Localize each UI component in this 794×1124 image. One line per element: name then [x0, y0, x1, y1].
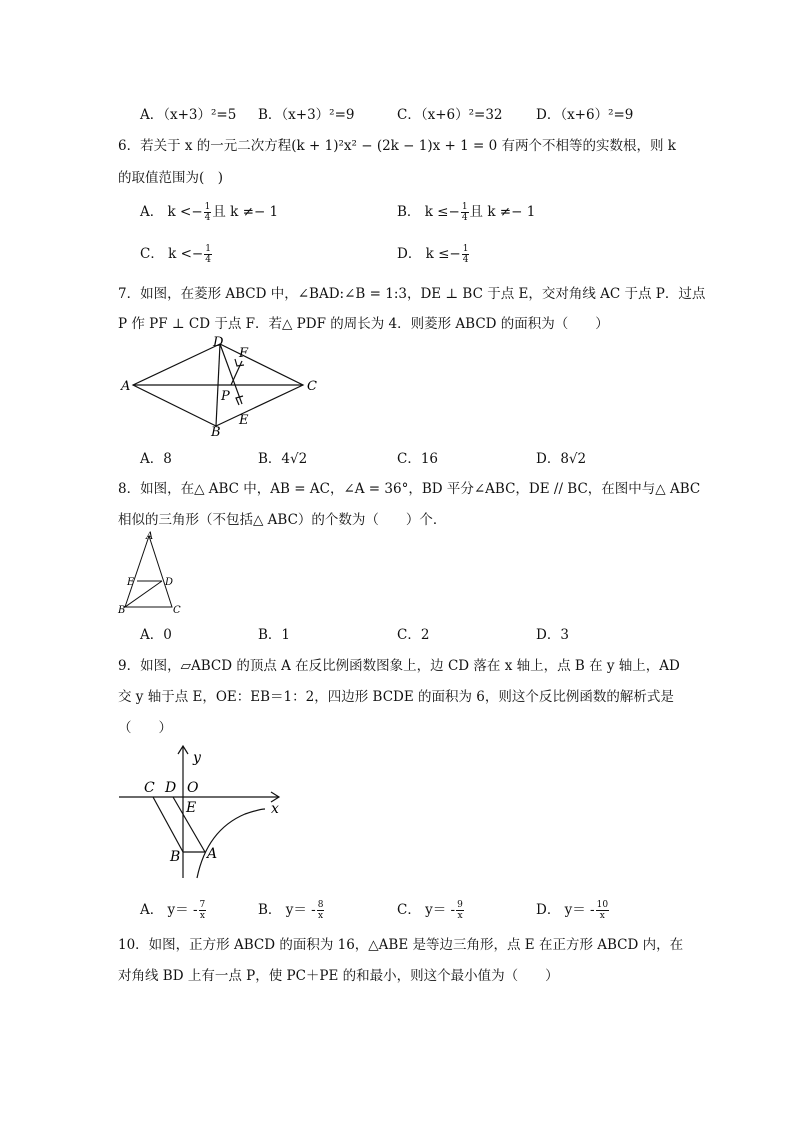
q9-stem-line1: 9．如图，▱ABCD 的顶点 A 在反比例函数图象上，边 CD 落在 x 轴上，点 B 在 y 轴上，AD	[118, 658, 680, 674]
q9-option-d-prefix: D． y＝ -	[536, 902, 595, 918]
q5-option-d: D．（x+6）²=9	[536, 107, 634, 123]
fraction: $\frac{1}{4}$	[205, 244, 211, 265]
label-c: C	[144, 780, 155, 796]
q10-stem-line2: 对角线 BD 上有一点 P，使 PC＋PE 的和最小，则这个最小值为（ ）	[118, 968, 559, 984]
q9-stem-line3: （ ）	[118, 720, 172, 736]
hyperbola-curve	[197, 809, 265, 878]
label-d: D	[165, 780, 177, 796]
q7-stem-line2: P 作 PF ⊥ CD 于点 F．若△ PDF 的周长为 4．则菱形 ABCD 的面积为（ ）	[118, 316, 609, 332]
label-e: E	[186, 800, 197, 816]
fraction: $\frac{10}{x}$	[596, 900, 609, 921]
label-a: A	[146, 531, 154, 542]
label-e: E	[239, 413, 249, 428]
label-x: x	[271, 801, 279, 817]
label-y: y	[193, 750, 201, 766]
label-o: O	[187, 780, 199, 796]
q6-option-a	[140, 200, 278, 223]
label-b: B	[118, 605, 126, 616]
q7-option-c: C．16	[397, 451, 439, 467]
segment-cb	[153, 797, 183, 852]
q6-option-b-prefix: B． k ≤−	[397, 204, 460, 220]
q8-option-c: C．2	[397, 627, 430, 643]
q5-option-c: C．（x+6）²=32	[397, 107, 503, 123]
q6-option-c	[140, 242, 213, 265]
q8-option-a: A．0	[140, 627, 172, 643]
q8-stem-line1: 8．如图，在△ ABC 中，AB = AC，∠A = 36°，BD 平分∠ABC，DE // BC，在图中与△ ABC	[118, 481, 701, 497]
label-f: F	[239, 346, 249, 361]
fraction: $\frac{8}{x}$	[317, 900, 324, 921]
q9-option-a	[140, 898, 207, 921]
fraction: $\frac{9}{x}$	[457, 900, 463, 921]
label-c: C	[307, 379, 317, 394]
label-e: E	[127, 577, 135, 588]
q7-stem-line1: 7．如图，在菱形 ABCD 中，∠BAD:∠B = 1:3，DE ⊥ BC 于点 E，交对角线 AC 于点 P．过点	[118, 286, 706, 302]
label-c: C	[173, 605, 181, 616]
q6-stem-line2: 的取值范围为( )	[118, 170, 224, 186]
q6-option-d-prefix: D． k ≤−	[397, 246, 461, 262]
q8-stem-line2: 相似的三角形（不包括△ ABC）的个数为（ ）个．	[118, 512, 447, 528]
label-a: A	[207, 846, 218, 862]
q9-option-d	[536, 898, 610, 921]
q9-option-b-prefix: B． y＝ -	[258, 902, 316, 918]
triangle-abc	[125, 536, 172, 607]
fraction: $\frac{7}{x}$	[199, 900, 206, 921]
q8-option-b: B．1	[258, 627, 291, 643]
q6-option-d	[397, 242, 470, 265]
fraction: $\frac{1}{4}$	[461, 202, 468, 223]
label-d: D	[213, 335, 224, 350]
q8-option-d: D．3	[536, 627, 569, 643]
q6-stem-line1: 6．若关于 x 的一元二次方程(k + 1)²x² − (2k − 1)x + 1 = 0 有两个不相等的实数根，则 k	[118, 138, 676, 154]
label-b: B	[211, 425, 221, 440]
label-p: P	[221, 389, 230, 404]
q6-option-b	[397, 200, 535, 223]
q9-option-c-prefix: C． y＝ -	[397, 902, 456, 918]
label-d: D	[165, 577, 174, 588]
q6-option-a-suffix: 且 k ≠− 1	[212, 204, 279, 220]
label-b: B	[170, 849, 181, 865]
label-a: A	[121, 379, 131, 394]
coordinate-figure	[115, 740, 295, 880]
q9-option-c	[397, 898, 465, 921]
fraction: $\frac{1}{4}$	[462, 244, 469, 265]
q9-option-b	[258, 898, 325, 921]
q5-option-a: A．（x+3）²=5	[140, 107, 237, 123]
q7-option-d: D．8√2	[536, 451, 587, 467]
fraction: $\frac{1}{4}$	[204, 202, 211, 223]
q7-option-b: B．4√2	[258, 451, 308, 467]
q9-stem-line2: 交 y 轴于点 E，OE：EB＝1：2，四边形 BCDE 的面积为 6，则这个反比例函数的解析式是	[118, 689, 674, 705]
q9-option-a-prefix: A． y＝ -	[140, 902, 198, 918]
q6-option-a-prefix: A． k <−	[140, 204, 203, 220]
q6-option-b-suffix: 且 k ≠− 1	[469, 204, 536, 220]
q7-option-a: A．8	[140, 451, 172, 467]
q5-option-b: B．（x+3）²=9	[258, 107, 355, 123]
q10-stem-line1: 10．如图，正方形 ABCD 的面积为 16，△ABE 是等边三角形，点 E 在正方形 ABCD 内，在	[118, 937, 684, 953]
triangle-figure	[115, 530, 190, 618]
rhombus-figure	[115, 332, 330, 440]
q6-option-c-prefix: C． k <−	[140, 246, 204, 262]
